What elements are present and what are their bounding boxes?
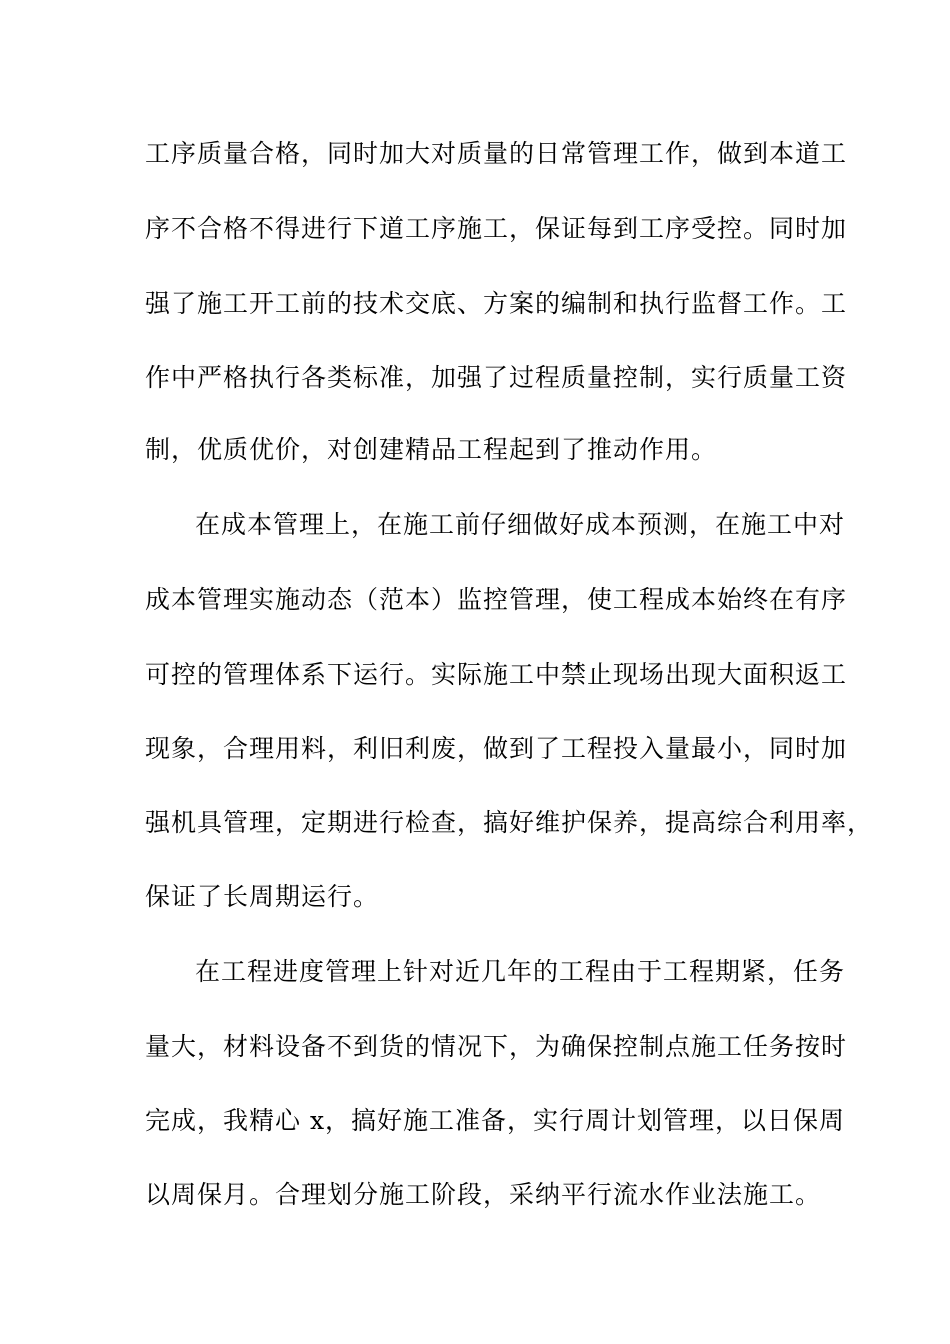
text-line: 现象，合理用料，利旧利废，做到了工程投入量最小，同时加 [145,734,848,763]
text-line: 强了施工开工前的技术交底、方案的编制和执行监督工作。工 [145,289,848,318]
paragraph-first-line: 在成本管理上，在施工前仔细做好成本预测，在施工中对 [195,510,846,539]
text-line: 序不合格不得进行下道工序施工，保证每到工序受控。同时加 [145,214,848,243]
text-line: 完成，我精心 x，搞好施工准备，实行周计划管理，以日保周 [145,1106,846,1135]
text-line: 可控的管理体系下运行。实际施工中禁止现场出现大面积返工 [145,660,848,689]
text-line: 强机具管理，定期进行检查，搞好维护保养，提高综合利用率， [145,808,874,837]
paragraph-first-line: 在工程进度管理上针对近几年的工程由于工程期紧，任务 [195,957,846,986]
text-line: 以周保月。合理划分施工阶段，采纳平行流水作业法施工。 [145,1180,822,1209]
text-line: 制，优质优价，对创建精品工程起到了推动作用。 [145,435,718,464]
text-line: 量大，材料设备不到货的情况下，为确保控制点施工任务按时 [145,1032,848,1061]
text-line: 保证了长周期运行。 [145,882,380,911]
text-line: 工序质量合格，同时加大对质量的日常管理工作，做到本道工 [145,139,848,168]
text-line: 作中严格执行各类标准，加强了过程质量控制，实行质量工资 [145,363,848,392]
text-line: 成本管理实施动态（范本）监控管理，使工程成本始终在有序 [145,585,848,614]
